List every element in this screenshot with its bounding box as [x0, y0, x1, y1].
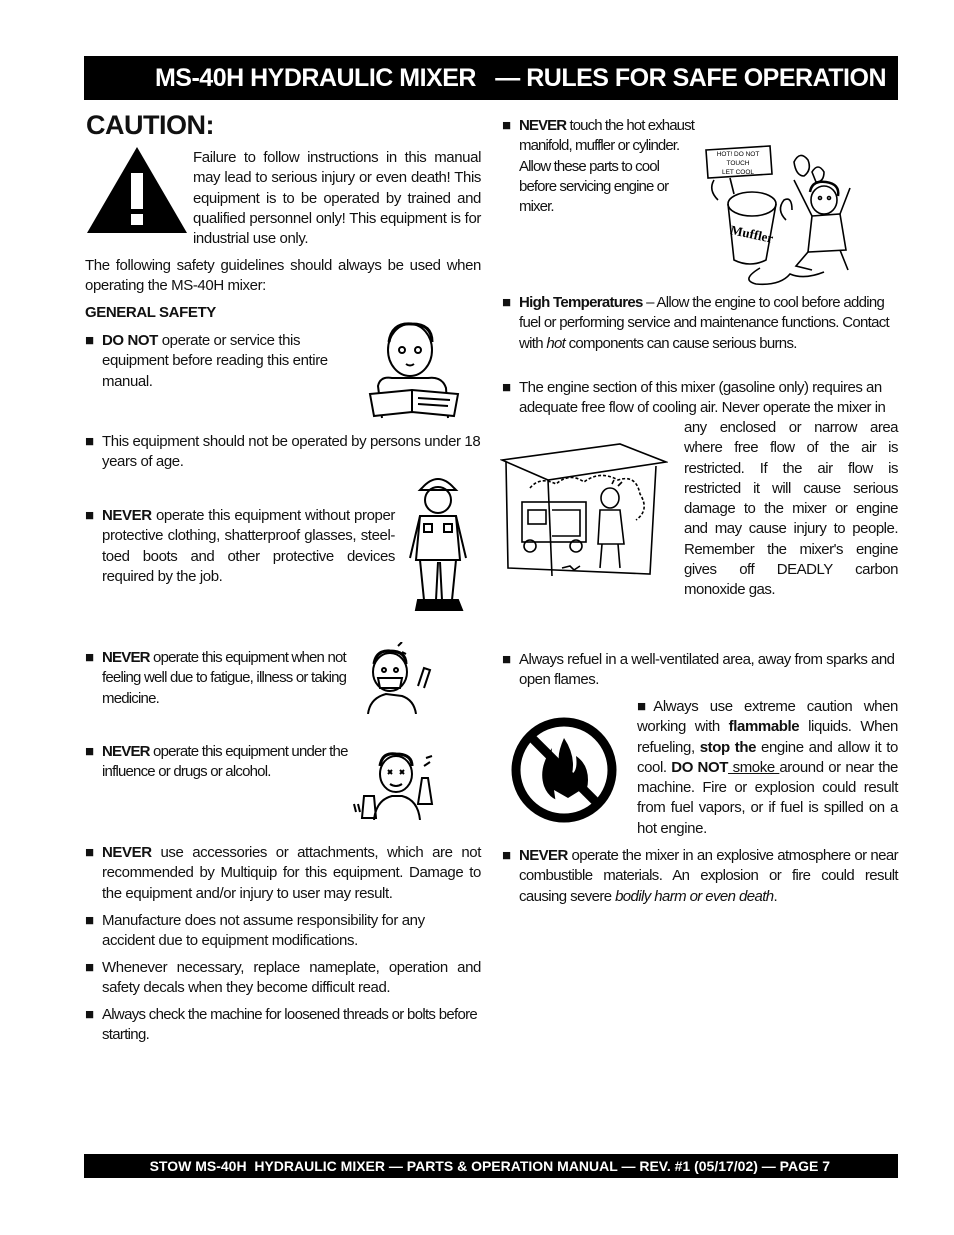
- item-italic: bodily harm or even death: [615, 887, 774, 905]
- hot-sign-line1: HOT! DO NOT: [716, 151, 760, 158]
- item-text: Always refuel in a well-ventilated area, away from sparks and open flames.: [519, 651, 895, 689]
- caution-intro: The following safety guidelines should always be used when operating the MS-40H mixer:: [85, 257, 481, 295]
- flammable-underline: smoke: [728, 758, 780, 776]
- bullet-square-icon: ■: [85, 959, 95, 976]
- item-text: Always check the machine for loosened threads or bolts before starting.: [102, 1006, 478, 1044]
- header-title: MS-40H HYDRAULIC MIXER — RULES FOR SAFE OPERATION: [154, 64, 886, 92]
- mixer-in-enclosed-shed-illustration: [500, 440, 668, 580]
- page-header: [84, 56, 898, 100]
- bullet-square-icon: ■: [85, 1006, 95, 1023]
- item-text: operate the mixer in an explosive atmosphere or near combustible materials. An explosion or fire could result causing severe: [519, 847, 898, 905]
- item-bold: High Temperatures: [519, 294, 643, 311]
- hot-sign-line3: LET COOL: [721, 169, 755, 176]
- item-text: use accessories or attachments, which are not recommended by Multiquip for this equipment. Damage to the equipment and/or injury to user may result.: [102, 844, 481, 902]
- warning-triangle-icon: [85, 145, 189, 235]
- bullet-square-icon: ■: [502, 651, 512, 668]
- item-bold: NEVER: [102, 649, 150, 666]
- item-text: operate this equipment without proper protective clothing, shatterproof glasses, steel-toed boots and other protective devices required by the job.: [102, 507, 395, 585]
- bullet-square-icon: ■: [85, 912, 95, 929]
- item-text: .: [773, 887, 778, 905]
- item-text: components can cause serious burns.: [565, 334, 797, 352]
- bullet-square-icon: ■: [502, 117, 512, 134]
- no-open-flame-icon: [510, 716, 618, 824]
- item-text: – Allow the engine to cool before adding fuel or performing service and maintenance functions. Contact with: [519, 294, 890, 352]
- man-reading-manual-illustration: [362, 320, 464, 420]
- item-bold: NEVER: [519, 117, 567, 134]
- item-text: touch the hot exhaust manifold, muffler or cylinder. Allow these parts to cool before servicing engine or mixer.: [519, 117, 694, 216]
- item-bold: NEVER: [102, 844, 152, 861]
- bullet-square-icon: ■: [637, 698, 654, 715]
- bullet-square-icon: ■: [502, 847, 512, 864]
- cooling-air-rest: any enclosed or narrow area where free flow of the air is restricted. If the air flow is restricted it will cause serious damage to the mixer or engine and may cause injury to people. Remember the mixer's engine gives off DEADLY carbon monoxide gas.: [684, 419, 898, 599]
- item-text: Manufacture does not assume responsibility for any accident due to equipment modifications.: [102, 912, 425, 950]
- flammable-text: engine and allow it to cool.: [637, 738, 898, 776]
- item-bold: NEVER: [102, 507, 152, 524]
- item-text: operate this equipment under the influence or drugs or alcohol.: [102, 743, 348, 781]
- flammable-text: liquids. When refueling,: [637, 718, 898, 756]
- flammable-bold: DO NOT: [671, 758, 729, 776]
- muffler-label: Muffler: [729, 222, 775, 246]
- page-footer: [84, 1154, 898, 1178]
- flammable-text: Always use extreme caution when working with: [637, 698, 898, 736]
- sick-worker-illustration: [362, 642, 436, 714]
- bullet-square-icon: ■: [85, 507, 95, 524]
- caution-title: CAUTION:: [86, 110, 214, 140]
- item-text: Whenever necessary, replace nameplate, operation and safety decals when they become difficult read.: [102, 959, 481, 997]
- flammable-bold: flammable: [728, 718, 800, 736]
- bullet-square-icon: ■: [85, 649, 95, 666]
- bullet-square-icon: ■: [85, 743, 95, 760]
- item-bold: DO NOT: [102, 332, 158, 349]
- hot-muffler-illustration: [700, 140, 856, 286]
- hot-sign-line2: TOUCH: [726, 160, 750, 167]
- item-text: operate or service this equipment before reading this entire manual.: [102, 332, 328, 390]
- item-italic: hot: [546, 334, 566, 352]
- item-bold: NEVER: [519, 847, 568, 864]
- bullet-square-icon: ■: [502, 379, 512, 396]
- bullet-square-icon: ■: [502, 294, 512, 311]
- footer-text: STOW MS-40H HYDRAULIC MIXER — PARTS & OPERATION MANUAL — REV. #1 (05/17/02) — PAGE 7: [149, 1158, 830, 1174]
- item-text: The engine section of this mixer (gasoline only) requires an adequate free flow of cooling air. Never operate the mixer in: [519, 379, 886, 417]
- general-safety-heading: GENERAL SAFETY: [85, 304, 216, 321]
- bullet-square-icon: ■: [85, 433, 95, 450]
- item-text: operate this equipment when not feeling well due to fatigue, illness or taking medicine.: [102, 649, 347, 707]
- flammable-warning: [637, 697, 898, 839]
- drunk-worker-illustration: [352, 748, 440, 820]
- bullet-square-icon: ■: [85, 844, 95, 861]
- caution-warning: Failure to follow instructions in this manual may lead to serious injury or even death! This equipment is to be operated by trained and qualified personnel only! This equipment is for industrial use only.: [193, 149, 481, 248]
- item-text: This equipment should not be operated by persons under 18 years of age.: [102, 433, 481, 471]
- flammable-bold: stop the: [699, 738, 757, 756]
- worker-protective-gear-illustration: [406, 470, 470, 614]
- flammable-text: around or near the machine. Fire or explosion could result from fuel vapors, or if fuel is spilled on a hot engine.: [637, 758, 899, 837]
- bullet-square-icon: ■: [85, 332, 95, 349]
- item-bold: NEVER: [102, 743, 150, 760]
